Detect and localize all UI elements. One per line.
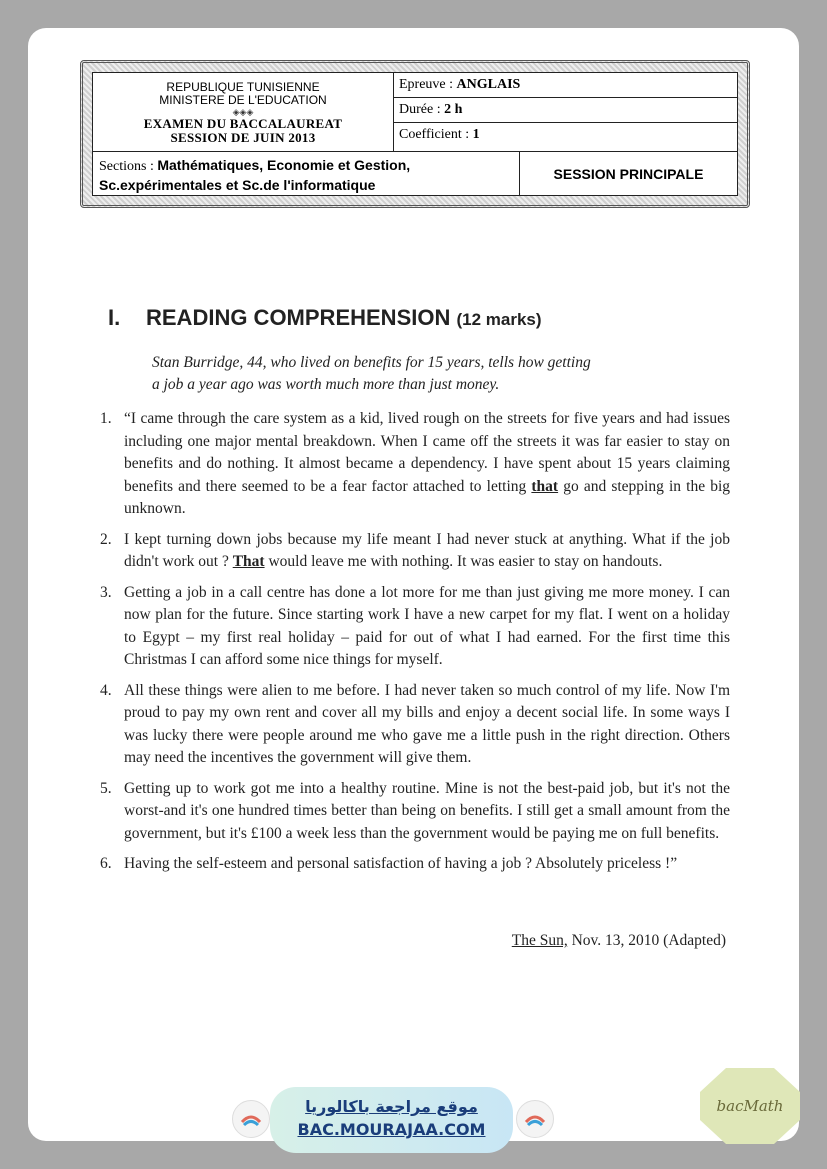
ministry-line2: MINISTERE DE L'EDUCATION [159,93,327,107]
duree-row [393,98,737,123]
intro-line2: a job a year ago was worth much more than just money. [152,376,500,393]
paragraph-text: Getting a job in a call centre has done a lot more for me than just giving me more money. I can now plan for the future. Since starting work I have a new carpet for my flat. I went on a holiday to Egypt – my first real holiday – paid for out of what I had earned. For the first time this Christmas I can afford some nice things for myself. [124,583,730,668]
site-logo-icon [516,1100,554,1138]
section-marks: (12 marks) [456,310,542,329]
highlighted-word: That [232,553,265,570]
paragraph [100,778,730,846]
paragraph-number: 2. [100,530,112,548]
epreuve-value: ANGLAIS [456,77,521,92]
paragraph [100,680,730,770]
paragraph-number: 5. [100,779,112,797]
paragraph [100,853,730,876]
exam-info [393,73,737,151]
paragraph-text: Getting up to work got me into a healthy routine. Mine is not the best-paid job, but it's not the worst-and it's one hundred times better than being on benefits. I still get a small amount from the government, but it's £100 a week less than the government would be paying me on full benefits. [124,779,730,842]
section-number: I. [108,305,121,330]
paragraph-number: 6. [100,855,112,872]
site-banner[interactable] [270,1087,513,1153]
ornament: ◈◈◈ [232,107,254,117]
exam-line2: SESSION DE JUIN 2013 [170,130,316,145]
paragraph-text: “I came through the care system as a kid, lived rough on the streets for five years and had issues including one major mental breakdown. When I came off the streets it was far easier to stay on benefits and do nothing. It almost became a dependency. I have spent about 15 years claiming benefits and there seemed to be a fear factor attached to letting [124,410,730,495]
sections-line1: Mathématiques, Economie et Gestion, [157,157,411,173]
source-publication: The Sun, [511,932,568,949]
coefficient-row [393,123,737,151]
section-heading: READING COMPREHENSION [146,305,451,330]
site-logo-icon [232,1100,270,1138]
paragraph-text: I kept turning down jobs because my life meant I had never stuck at anything. What if the job didn't work out ? [124,530,730,570]
sections-block [93,151,737,196]
paragraph-text-end: would leave me with nothing. It was easier to stay on handouts. [264,553,663,570]
paragraph-number: 3. [100,583,112,601]
site-arabic-name[interactable]: موقع مراجعة باكالوريا [305,1097,478,1116]
epreuve-label: Epreuve : [399,77,454,92]
sections-label: Sections : [99,159,154,174]
bacmath-badge [698,1066,802,1146]
text-source [512,932,726,950]
highlighted-word: that [531,477,559,495]
exam-header [92,72,738,196]
paragraph [100,582,730,672]
epreuve-row [393,73,737,98]
coefficient-label: Coefficient : [399,127,470,142]
paragraph [100,408,730,521]
paragraph-number: 4. [100,681,112,699]
duree-label: Durée : [399,102,441,117]
paragraph [100,529,730,574]
reading-text [100,408,730,884]
paragraph-text: All these things were alien to me before. I had never taken so much control of my life. Now I'm proud to pay my own rent and cover all my bills and enjoy a decent social life. In some ways I was lucky there were people around me who gave me a little push in the right direction. Others may need the incentives the government will give them. [124,681,730,766]
exam-line1: EXAMEN DU BACCALAUREAT [143,116,343,131]
ministry-block [93,73,394,151]
source-date: Nov. 13, 2010 (Adapted) [567,932,726,949]
duree-value: 2 h [444,102,463,117]
text-intro [152,352,652,396]
paragraph-text: Having the self-esteem and personal satisfaction of having a job ? Absolutely priceless !” [124,855,678,872]
sections-line2: Sc.expérimentales et Sc.de l'informatique [99,177,376,193]
paragraph-text-end: go and stepping in the big unknown. [124,477,730,517]
badge-text: bacMath [716,1097,784,1115]
coefficient-value: 1 [472,127,480,142]
sections-text [99,156,519,196]
session-label: SESSION PRINCIPALE [519,152,737,196]
intro-line1: Stan Burridge, 44, who lived on benefits for 15 years, tells how getting [152,354,591,371]
section-title [108,305,542,331]
site-url[interactable]: BAC.MOURAJAA.COM [297,1120,486,1139]
ministry-line1: REPUBLIQUE TUNISIENNE [166,80,320,94]
paragraph-number: 1. [100,410,112,427]
